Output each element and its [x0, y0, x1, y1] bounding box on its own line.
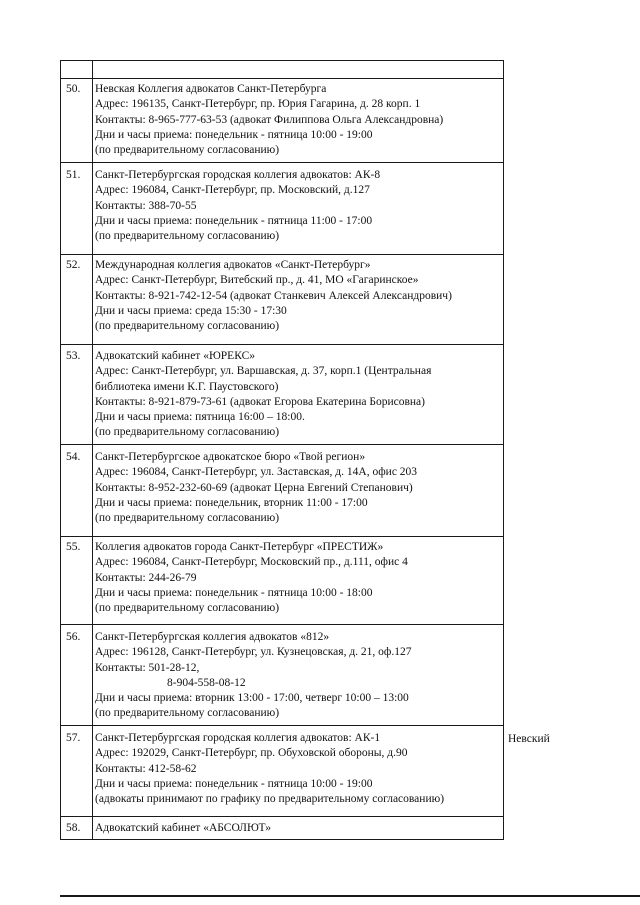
address-line: Адрес: 196084, Санкт-Петербург, ул. Заставская, д. 14А, офис 203	[95, 466, 418, 479]
org-name: Санкт-Петербургская коллегия адвокатов «812»	[95, 631, 330, 643]
org-name: Санкт-Петербургская городская коллегия адвокатов: АК-8	[95, 169, 381, 181]
row-divider	[60, 444, 504, 445]
org-name: Санкт-Петербургское адвокатское бюро «Твой регион»	[95, 451, 366, 463]
table-left-border	[60, 60, 61, 840]
row-divider	[60, 162, 504, 163]
entry-number: 53.	[66, 350, 81, 362]
entry-details	[95, 450, 505, 526]
org-name: Коллегия адвокатов города Санкт-Петербург «ПРЕСТИЖ»	[95, 541, 384, 553]
hours-line: Дни и часы приема: понедельник - пятница 10:00 - 18:00	[95, 586, 373, 599]
entry-number: 57.	[66, 732, 81, 744]
note-line: (по предварительному согласованию)	[95, 512, 280, 525]
address-line-continued: библиотека имени К.Г. Паустовского)	[95, 380, 279, 393]
hours-line: Дни и часы приема: понедельник, вторник 11:00 - 17:00	[95, 496, 368, 509]
entry-number: 54.	[66, 451, 81, 463]
hours-line: Дни и часы приема: понедельник - пятница 10:00 - 19:00	[95, 128, 373, 141]
entry-details	[95, 731, 505, 807]
entry-details	[95, 258, 505, 334]
note-line: (по предварительному согласованию)	[95, 230, 280, 243]
row-divider	[60, 839, 504, 840]
hours-line: Дни и часы приема: пятница 16:00 – 18:00.	[95, 411, 305, 424]
hours-line: Дни и часы приема: среда 15:30 - 17:30	[95, 304, 287, 317]
row-divider	[60, 344, 504, 345]
hours-line: Дни и часы приема: понедельник - пятница 10:00 - 19:00	[95, 777, 373, 790]
entry-details	[95, 168, 505, 244]
page-bottom-rule	[60, 895, 640, 897]
row-divider	[60, 725, 504, 726]
entry-details	[95, 821, 505, 836]
entry-details	[95, 349, 505, 441]
contacts-line: Контакты: 8-965-777-63-53 (адвокат Филиппова Ольга Александровна)	[95, 113, 444, 126]
row-divider	[60, 254, 504, 255]
note-line: (по предварительному согласованию)	[95, 426, 280, 439]
contacts-line: Контакты: 388-70-55	[95, 199, 197, 212]
address-line: Адрес: 196084, Санкт-Петербург, Московский пр., д.111, офис 4	[95, 556, 408, 569]
entry-number: 58.	[66, 822, 81, 834]
entry-number: 50.	[66, 83, 81, 95]
org-name: Санкт-Петербургская городская коллегия адвокатов: АК-1	[95, 732, 381, 744]
address-line: Адрес: 196135, Санкт-Петербург, пр. Юрия Гагарина, д. 28 корп. 1	[95, 98, 421, 111]
row-divider	[60, 78, 504, 79]
entry-number: 51.	[66, 169, 81, 181]
table-number-column-divider	[92, 60, 93, 840]
contacts-line-second-phone: 8-904-558-08-12	[167, 676, 246, 689]
address-line: Адрес: 192029, Санкт-Петербург, пр. Обуховской обороны, д.90	[95, 747, 408, 760]
contacts-line: Контакты: 8-952-232-60-69 (адвокат Церна Евгений Степанович)	[95, 481, 413, 494]
contacts-line: Контакты: 244-26-79	[95, 571, 197, 584]
contacts-line: Контакты: 8-921-742-12-54 (адвокат Станкевич Алексей Александрович)	[95, 289, 452, 302]
district-label: Невский	[508, 733, 550, 745]
entry-number: 56.	[66, 631, 81, 643]
contacts-line: Контакты: 412-58-62	[95, 762, 197, 775]
table-top-rule	[60, 60, 504, 61]
org-name: Невская Коллегия адвокатов Санкт-Петербурга	[95, 83, 327, 95]
contacts-line: Контакты: 8-921-879-73-61 (адвокат Егорова Екатерина Борисовна)	[95, 395, 425, 408]
note-line: (по предварительному согласованию)	[95, 320, 280, 333]
address-line: Адрес: 196128, Санкт-Петербург, ул. Кузнецовская, д. 21, оф.127	[95, 646, 412, 659]
hours-line: Дни и часы приема: понедельник - пятница 11:00 - 17:00	[95, 214, 373, 227]
entry-number: 55.	[66, 541, 81, 553]
contacts-line: Контакты: 501-28-12,	[95, 661, 200, 674]
note-line: (по предварительному согласованию)	[95, 144, 280, 157]
entry-number: 52.	[66, 259, 81, 271]
org-name: Адвокатский кабинет «ЮРЕКС»	[95, 350, 255, 362]
address-line: Адрес: Санкт-Петербург, ул. Варшавская, д. 37, корп.1 (Центральная	[95, 365, 432, 378]
row-divider	[60, 536, 504, 537]
entry-details	[95, 630, 505, 722]
address-line: Адрес: Санкт-Петербург, Витебский пр., д. 41, МО «Гагаринское»	[95, 274, 419, 287]
row-divider	[60, 816, 504, 817]
note-line: (по предварительному согласованию)	[95, 602, 280, 615]
org-name: Адвокатский кабинет «АБСОЛЮТ»	[95, 822, 271, 834]
org-name: Международная коллегия адвокатов «Санкт-Петербург»	[95, 259, 371, 271]
note-line: (по предварительному согласованию)	[95, 707, 280, 720]
note-line: (адвокаты принимают по графику по предварительному согласованию)	[95, 793, 445, 806]
hours-line: Дни и часы приема: вторник 13:00 - 17:00, четверг 10:00 – 13:00	[95, 692, 409, 705]
entry-details	[95, 82, 505, 158]
row-divider	[60, 624, 504, 625]
entry-details	[95, 540, 505, 616]
address-line: Адрес: 196084, Санкт-Петербург, пр. Московский, д.127	[95, 184, 370, 197]
